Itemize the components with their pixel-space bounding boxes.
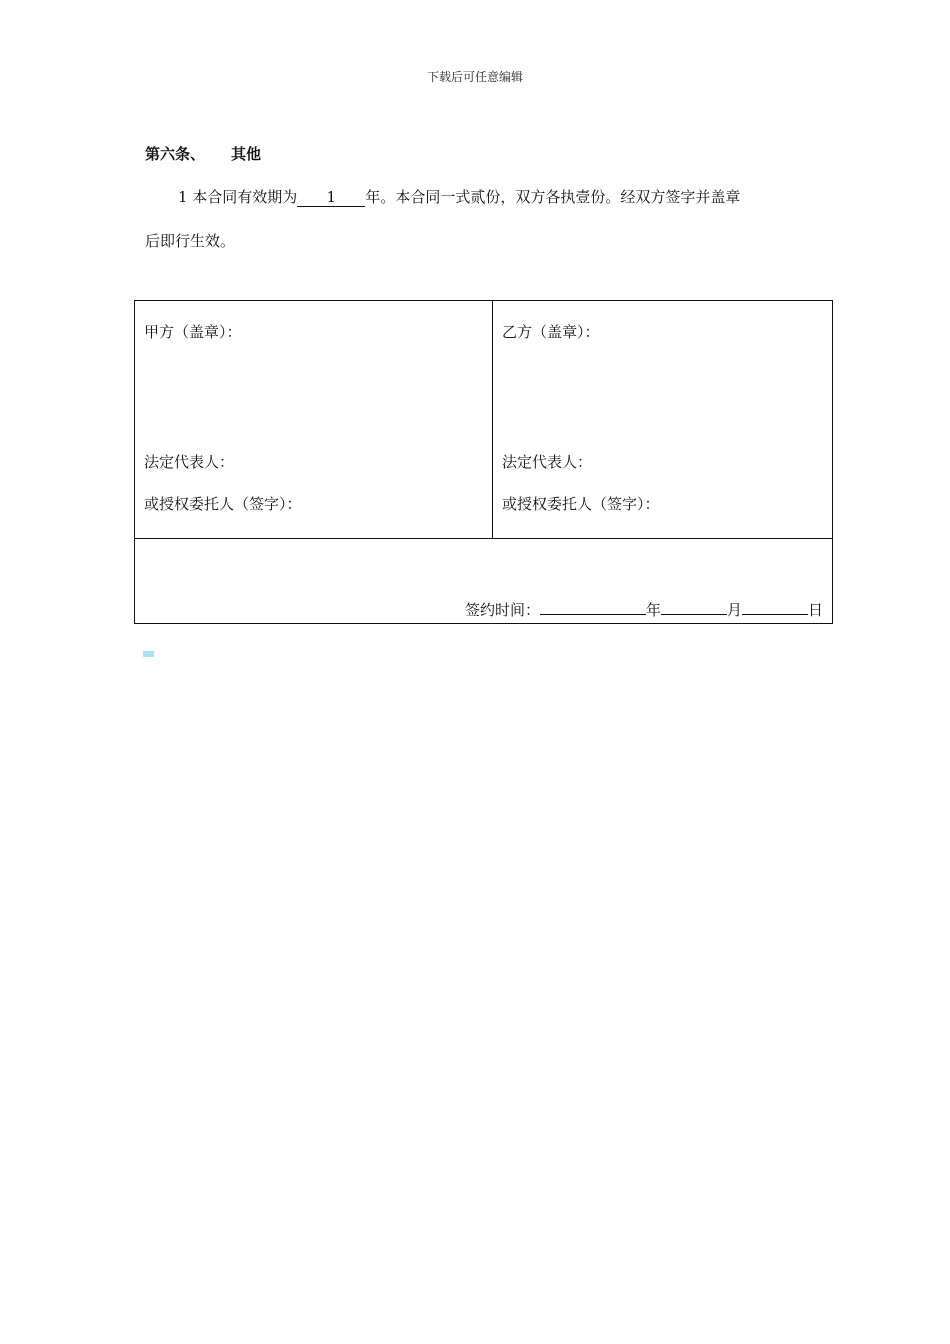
clause-suffix: 年。本合同一式贰份，双方各执壹份。经双方签字并盖章: [365, 188, 741, 206]
party-a-seal-label: 甲方（盖章）：: [144, 323, 242, 341]
section-heading: [145, 143, 261, 164]
year-blank: [540, 600, 646, 615]
day-unit: 日: [807, 601, 823, 619]
clause-prefix: 1 本合同有效期为: [178, 188, 298, 206]
signing-date-label: 签约时间：: [464, 601, 540, 619]
section-number: 第六条、: [145, 145, 206, 163]
party-b-seal-label: 乙方（盖章）：: [502, 323, 600, 341]
party-a-representative-label: 法定代表人：: [144, 453, 235, 471]
clause-line-2: 后即行生效。: [145, 232, 236, 250]
signing-date-row: [135, 538, 832, 623]
cursor-marker: [143, 651, 154, 657]
section-title: 其他: [231, 145, 262, 163]
month-blank: [661, 600, 727, 615]
party-b-cell: [493, 301, 832, 538]
signing-date-line: [465, 599, 823, 620]
party-a-cell: [135, 301, 493, 538]
clause-line-1: [178, 186, 740, 207]
party-b-representative-label: 法定代表人：: [502, 453, 593, 471]
party-b-authorized-label: 或授权委托人（签字）：: [502, 495, 660, 513]
term-value-field: 1: [297, 189, 365, 207]
month-unit: 月: [726, 601, 742, 619]
day-blank: [742, 600, 808, 615]
year-unit: 年: [645, 601, 661, 619]
party-a-authorized-label: 或授权委托人（签字）：: [144, 495, 302, 513]
signature-table: [134, 300, 833, 624]
page-header-note: 下载后可任意编辑: [426, 70, 523, 84]
